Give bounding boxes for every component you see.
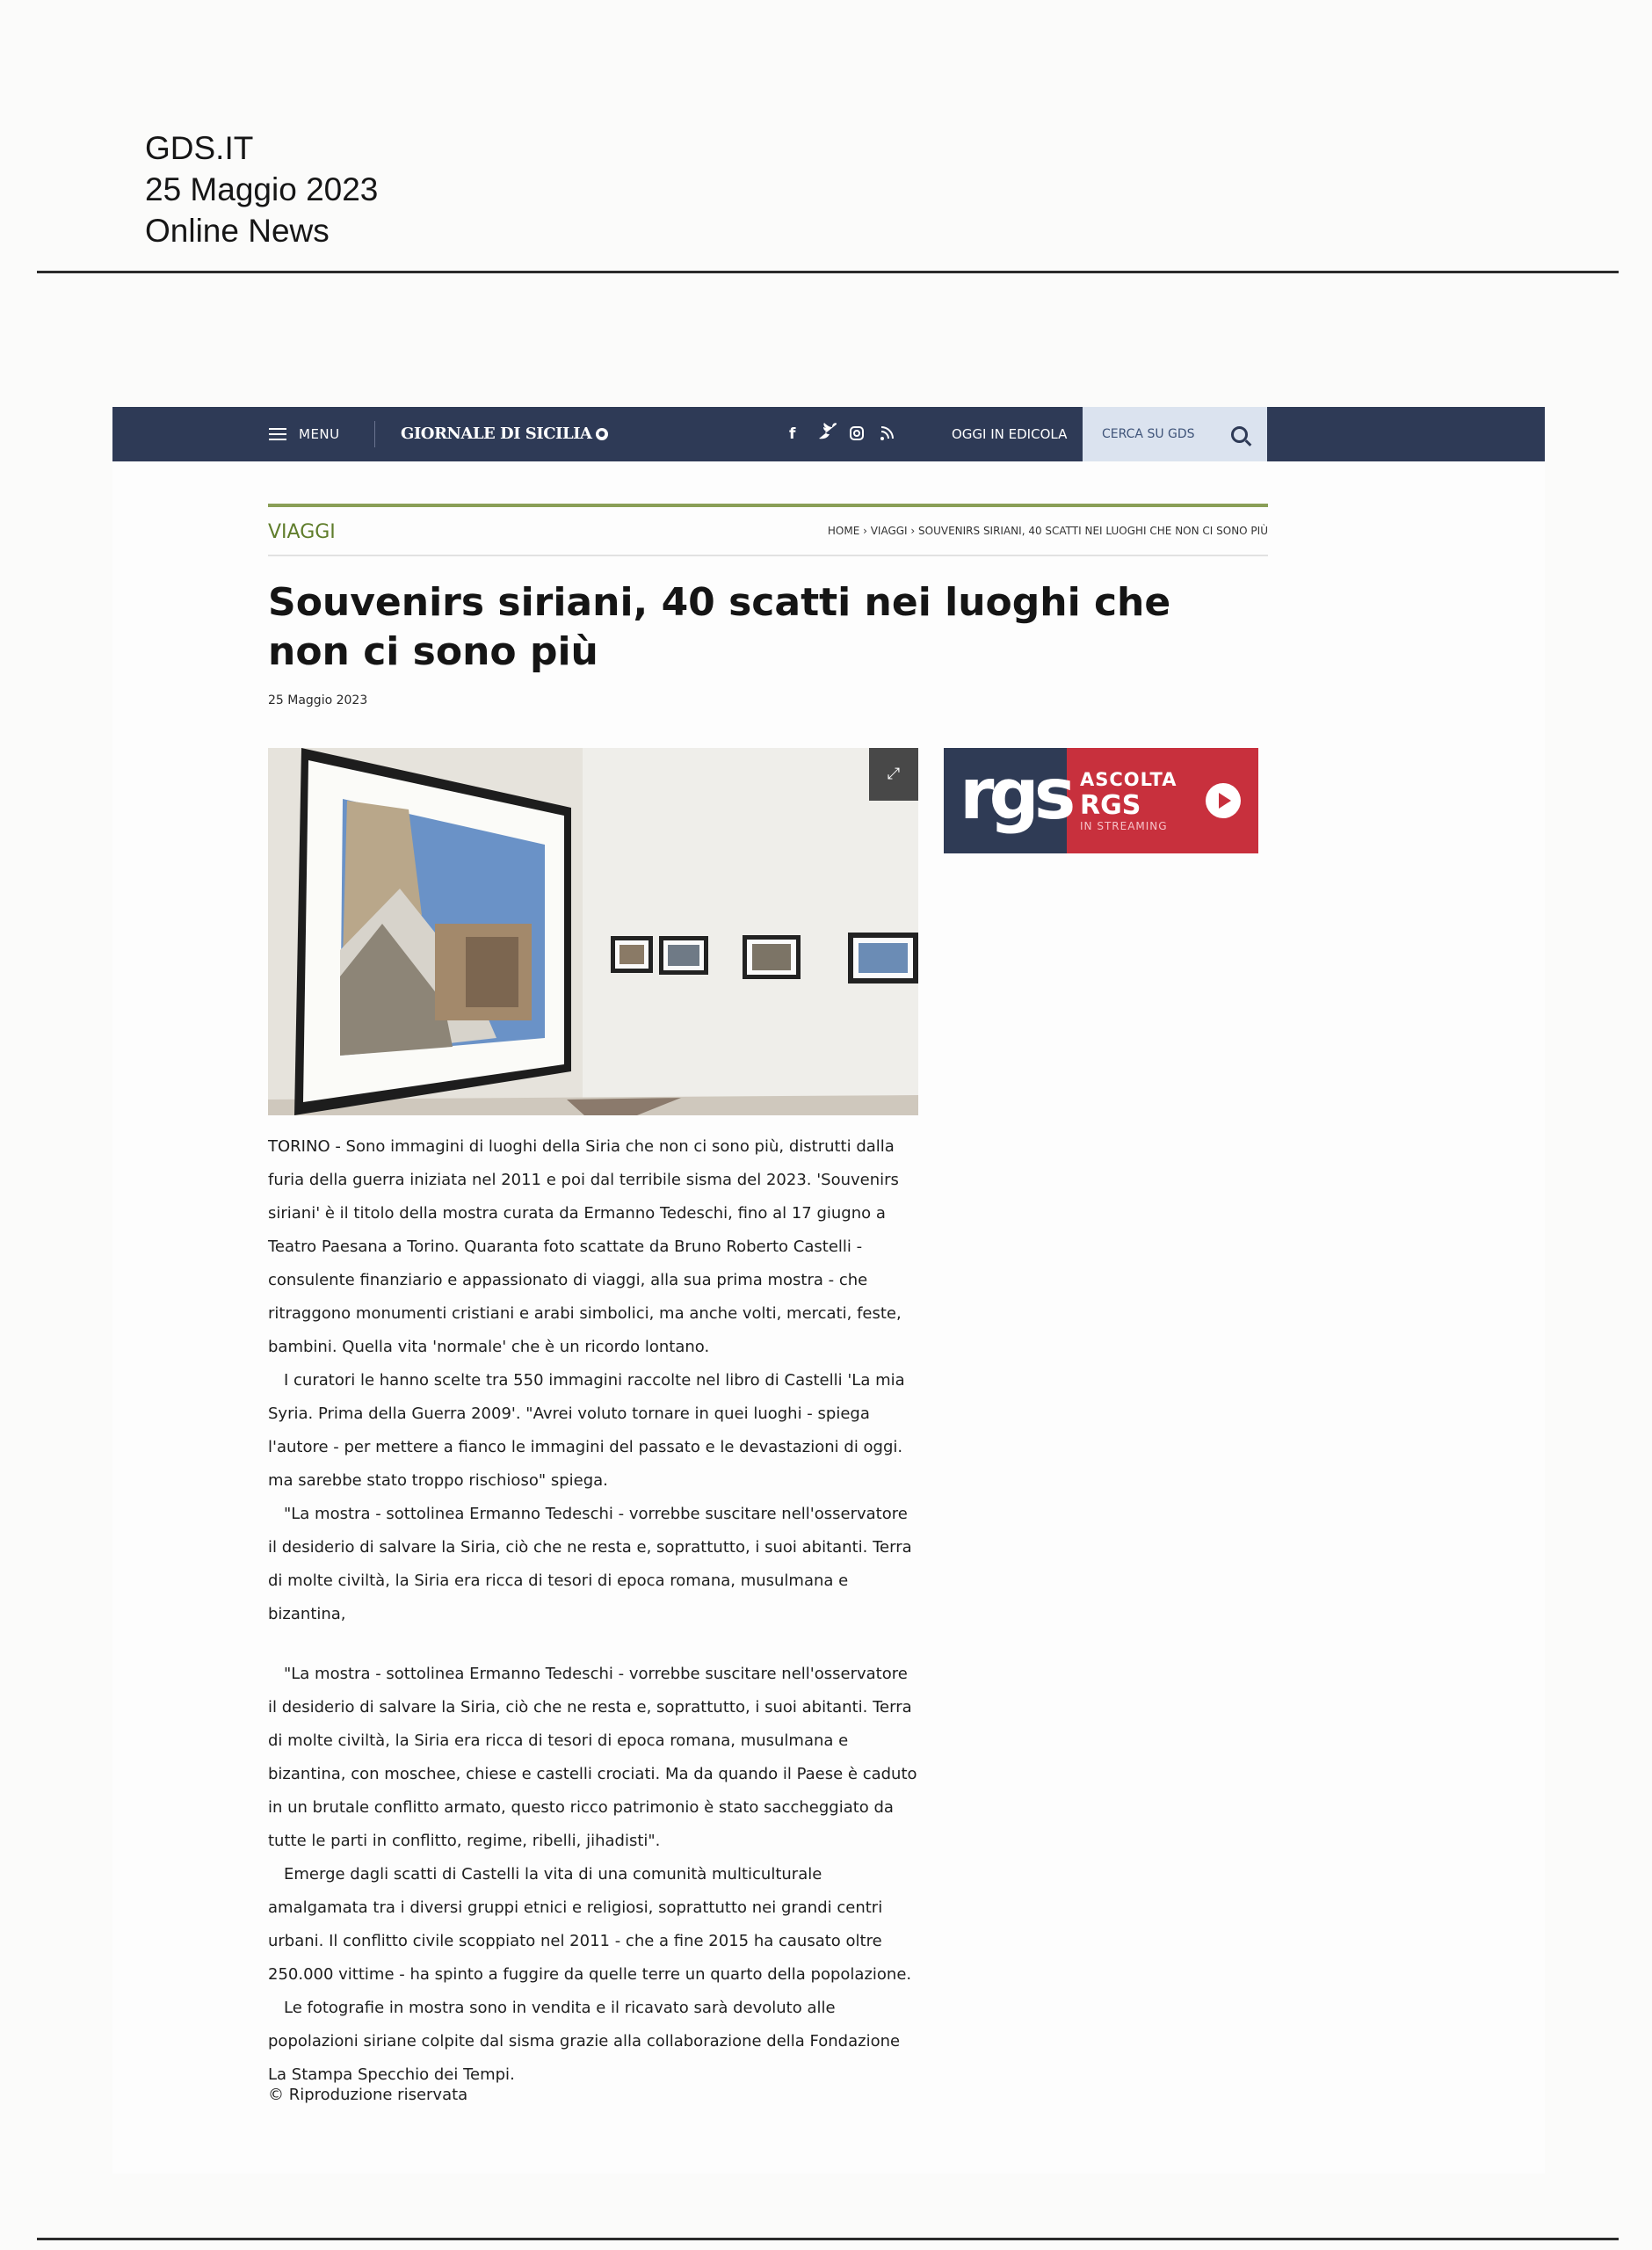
play-icon[interactable] [1206,783,1241,818]
nav-separator [374,421,375,447]
search-icon[interactable] [1231,426,1248,443]
webpage-screenshot [112,407,1545,2174]
clipping-date: 25 Maggio 2023 [145,171,379,207]
banner-line3: IN STREAMING [1080,820,1168,832]
gallery-photo-illustration [268,748,918,1115]
expand-icon[interactable]: ⤢ [869,748,918,801]
edicola-link[interactable]: OGGI IN EDICOLA [952,426,1068,442]
article-paragraph: I curatori le hanno scelte tra 550 immagini raccolte nel libro di Castelli 'La mia Syria. Prima della Guerra 2009'. "Avrei voluto tornare in quei luoghi - spiega l'autore - per mettere a fianco le immagini del passato e le devastazioni di oggi. ma sarebbe stato troppo rischioso" spiega. [268,1371,905,1490]
footer-divider [37,2238,1619,2240]
clipping-header [145,127,378,251]
rgs-banner[interactable] [944,748,1258,853]
section-bottom-line [268,555,1268,556]
site-logo[interactable] [401,407,608,461]
banner-line1: ASCOLTA [1080,769,1177,790]
search-input[interactable] [1083,407,1267,461]
search-label: CERCA SU GDS [1102,427,1195,441]
instagram-icon[interactable] [849,407,865,461]
brand-badge-icon: ● [596,428,608,440]
section-top-line [268,504,1268,507]
banner-line2: RGS [1080,790,1141,821]
article-photo[interactable] [268,748,918,1115]
header-divider [37,271,1619,273]
breadcrumb[interactable]: HOME › VIAGGI › SOUVENIRS SIRIANI, 40 SCATTI NEI LUOGHI CHE NON CI SONO PIÙ [827,525,1268,537]
article-body [268,1130,918,2092]
article-title: Souvenirs siriani, 40 scatti nei luoghi che non ci sono più [268,580,1171,674]
rss-icon[interactable] [879,407,895,461]
clipping-source: GDS.IT [145,130,254,166]
article-date: 25 Maggio 2023 [268,693,368,708]
clipping-type: Online News [145,213,330,249]
twitter-icon[interactable] [819,407,837,461]
article-paragraph: "La mostra - sottolinea Ermanno Tedeschi - vorrebbe suscitare nell'osservatore il desiderio di salvare la Siria, ciò che ne resta e, soprattutto, i suoi abitanti. Terra di molte civiltà, la Siria era ricca di tesori di epoca romana, musulmana e bizantina, con moschee, chiese e castelli crociati. Ma da quando il Paese è caduto in un brutale conflitto armato, questo ricco patrimonio è stato saccheggiato da tutte le parti in conflitto, regime, ribelli, jihadisti". [268,1665,917,1850]
brand-name: GIORNALE DI SICILIA [401,425,592,443]
copyright-notice: © Riproduzione riservata [268,2086,468,2104]
menu-button[interactable] [269,407,340,461]
hamburger-icon [269,428,286,440]
section-link[interactable]: VIAGGI [268,521,336,543]
top-navigation-bar [112,407,1545,461]
article-paragraph: TORINO - Sono immagini di luoghi della Siria che non ci sono più, distrutti dalla furia della guerra iniziata nel 2011 e poi dal terribile sisma del 2023. 'Souvenirs siriani' è il titolo della mostra curata da Ermanno Tedeschi, fino al 17 giugno a Teatro Paesana a Torino. Quaranta foto scattate da Bruno Roberto Castelli - consulente finanziario e appassionato di viaggi, alla sua prima mostra - che ritraggono monumenti cristiani e arabi simbolici, ma anche volti, mercati, feste, bambini. Quella vita 'normale' che è un ricordo lontano. [268,1137,902,1356]
article-paragraph: Emerge dagli scatti di Castelli la vita di una comunità multiculturale amalgamata tra i diversi gruppi etnici e religiosi, soprattutto nei grandi centri urbani. Il conflitto civile scoppiato nel 2011 - che a fine 2015 ha causato oltre 250.000 vittime - ha spinto a fuggire da quelle terre un quarto della popolazione. [268,1865,912,1984]
rgs-logo: rgs [960,753,1071,835]
article-paragraph: Le fotografie in mostra sono in vendita e il ricavato sarà devoluto alle popolazioni siriane colpite dal sisma grazie alla collaborazione della Fondazione La Stampa Specchio dei Tempi. [268,1999,901,2084]
article-paragraph: "La mostra - sottolinea Ermanno Tedeschi - vorrebbe suscitare nell'osservatore il desiderio di salvare la Siria, ciò che ne resta e, soprattutto, i suoi abitanti. Terra di molte civiltà, la Siria era ricca di tesori di epoca romana, musulmana e bizantina, [268,1505,912,1623]
menu-label: MENU [299,426,340,442]
facebook-icon[interactable]: f [789,425,796,443]
